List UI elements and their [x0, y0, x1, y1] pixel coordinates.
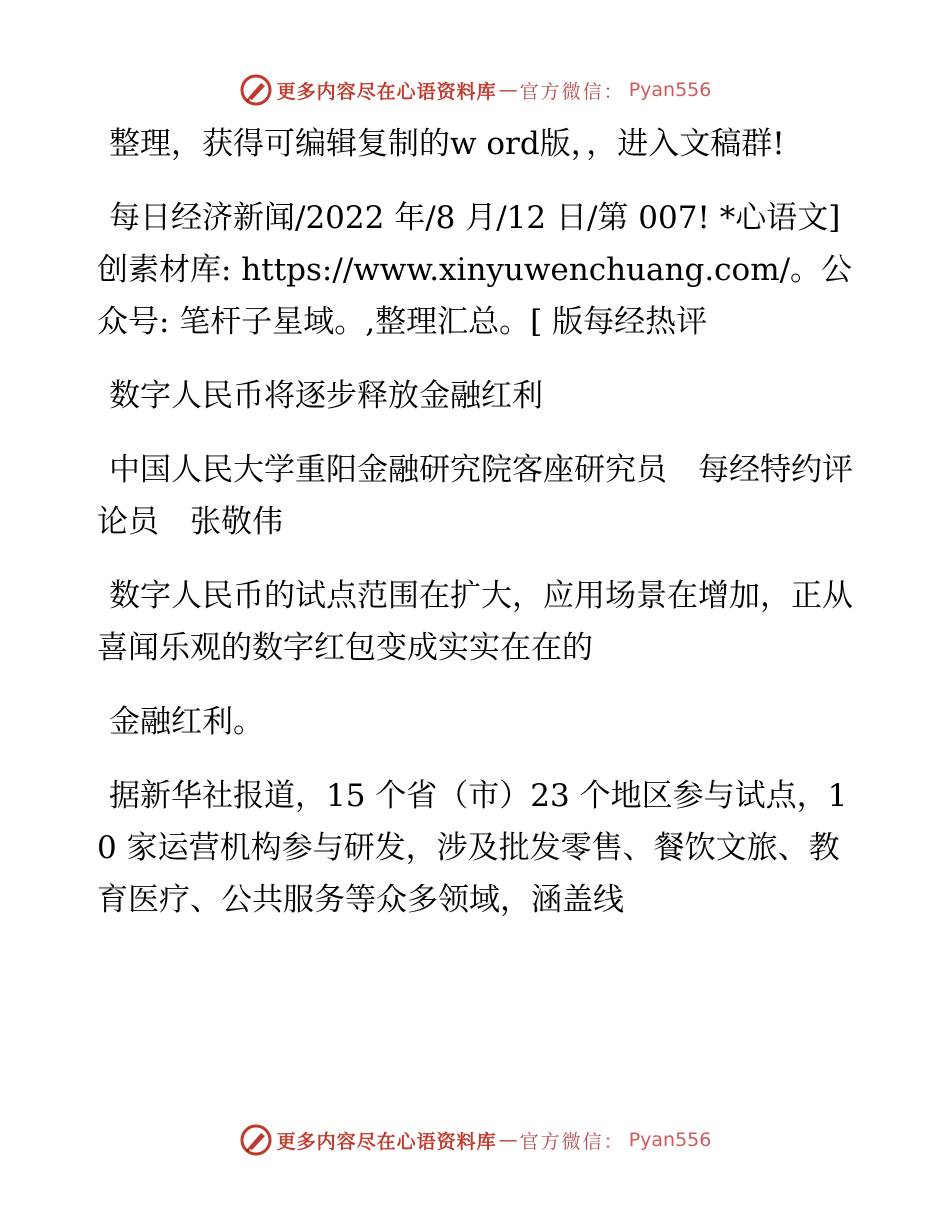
article-byline: 中国人民大学重阳金融研究院客座研究员 每经特约评论员 张敬伟: [97, 452, 853, 540]
watermark-header: [0, 70, 950, 110]
pen-logo-icon: [239, 73, 273, 107]
watermark-label: 官方微信：: [519, 80, 625, 103]
document-body: [97, 118, 857, 948]
watermark-wechat-id: Pyan556: [628, 79, 712, 101]
watermark-label: 官方微信：: [519, 1130, 625, 1153]
watermark-brand: 更多内容尽在心语资料库: [276, 80, 497, 103]
article-title: 数字人民币将逐步释放金融红利: [109, 378, 543, 414]
watermark-dash: —: [498, 79, 518, 101]
paragraph-lead: 数字人民币的试点范围在扩大，应用场景在增加，正从喜闻乐观的数字红包变成实实在在的: [97, 578, 853, 666]
paragraph-lead-end: 金融红利。: [109, 704, 264, 740]
watermark-wechat-id: Pyan556: [628, 1129, 712, 1151]
watermark-dash: —: [498, 1129, 518, 1151]
paragraph-report: 据新华社报道，15 个省（市）23 个地区参与试点，10 家运营机构参与研发，涉及批发零售、餐饮文旅、教育医疗、公共服务等众多领域，涵盖线: [97, 778, 848, 918]
pen-logo-icon: [239, 1123, 273, 1157]
paragraph-intro: 整理，获得可编辑复制的w ord版，，进入文稿群!: [109, 126, 785, 162]
watermark-footer: [0, 1120, 950, 1160]
watermark-brand: 更多内容尽在心语资料库: [276, 1130, 497, 1153]
paragraph-source: 每日经济新闻/2022 年/8 月/12 日/第 007! *心语文]创素材库: https://www.xinyuwenchuang.com/。公众号: 笔杆子星域。,整理汇总。[ 版每经热评: [97, 200, 853, 340]
